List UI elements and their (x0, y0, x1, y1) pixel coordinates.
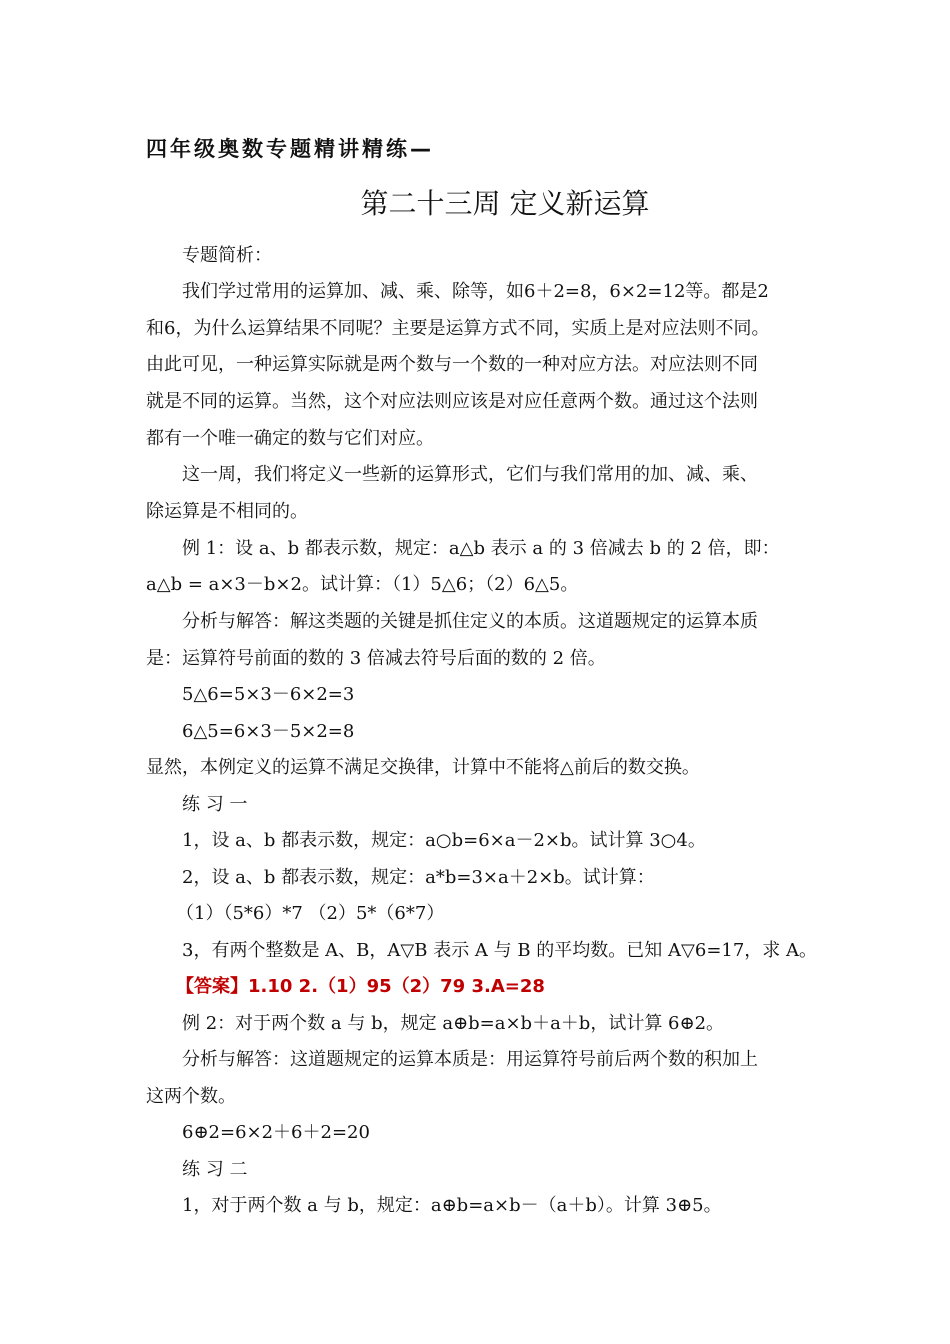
paragraph-line: 都有一个唯一确定的数与它们对应。 (146, 428, 434, 449)
analysis-line: 这两个数。 (146, 1086, 236, 1107)
analysis-line: 分析与解答：解这类题的关键是抓住定义的本质。这道题规定的运算本质 (182, 611, 758, 632)
analysis-line: 是：运算符号前面的数的 3 倍减去符号后面的数的 2 倍。 (146, 648, 606, 669)
example-1-line: a△b = a×3－b×2。试计算：（1）5△6；（2）6△5。 (146, 574, 579, 595)
paragraph-line: 显然，本例定义的运算不满足交换律，计算中不能将△前后的数交换。 (146, 757, 700, 778)
example-1-line: 例 1：设 a、b 都表示数，规定：a△b 表示 a 的 3 倍减去 b 的 2 倍，即： (182, 538, 780, 559)
equation-line: 6⊕2=6×2＋6＋2=20 (182, 1122, 370, 1143)
answer-line: 【答案】1.10 2.（1）95（2）79 3.A=28 (176, 976, 545, 997)
page-title: 第二十三周 定义新运算 (360, 187, 650, 220)
paragraph-line: 由此可见，一种运算实际就是两个数与一个数的一种对应方法。对应法则不同 (146, 354, 758, 375)
exercise-item: 3，有两个整数是 A、B，A▽B 表示 A 与 B 的平均数。已知 A▽6=17，求 A。 (182, 940, 818, 961)
series-header: 四年级奥数专题精讲精练— (146, 137, 434, 161)
paragraph-line: 这一周，我们将定义一些新的运算形式，它们与我们常用的加、减、乘、 (182, 464, 758, 485)
paragraph-line: 和6，为什么运算结果不同呢？主要是运算方式不同，实质上是对应法则不同。 (146, 318, 770, 339)
exercise-heading: 练 习 一 (182, 794, 248, 815)
equation-line: 5△6=5×3－6×2=3 (182, 684, 355, 705)
paragraph-line: 就是不同的运算。当然，这个对应法则应该是对应任意两个数。通过这个法则 (146, 391, 758, 412)
exercise-item: 1，设 a、b 都表示数，规定：a○b=6×a－2×b。试计算 3○4。 (182, 830, 706, 851)
section-label: 专题简析： (182, 245, 272, 266)
exercise-item: 1，对于两个数 a 与 b，规定：a⊕b=a×b－（a＋b）。计算 3⊕5。 (182, 1195, 722, 1216)
paragraph-line: 除运算是不相同的。 (146, 501, 308, 522)
analysis-line: 分析与解答：这道题规定的运算本质是：用运算符号前后两个数的积加上 (182, 1049, 758, 1070)
exercise-subitem: （1）（5*6）*7 （2）5*（6*7） (176, 903, 445, 924)
example-2-line: 例 2：对于两个数 a 与 b，规定 a⊕b=a×b＋a＋b，试计算 6⊕2。 (182, 1013, 725, 1034)
exercise-item: 2，设 a、b 都表示数，规定：a*b=3×a＋2×b。试计算： (182, 867, 655, 888)
equation-line: 6△5=6×3－5×2=8 (182, 721, 355, 742)
paragraph-line: 我们学过常用的运算加、减、乘、除等，如6＋2=8，6×2=12等。都是2 (182, 281, 769, 302)
exercise-heading: 练 习 二 (182, 1159, 248, 1180)
